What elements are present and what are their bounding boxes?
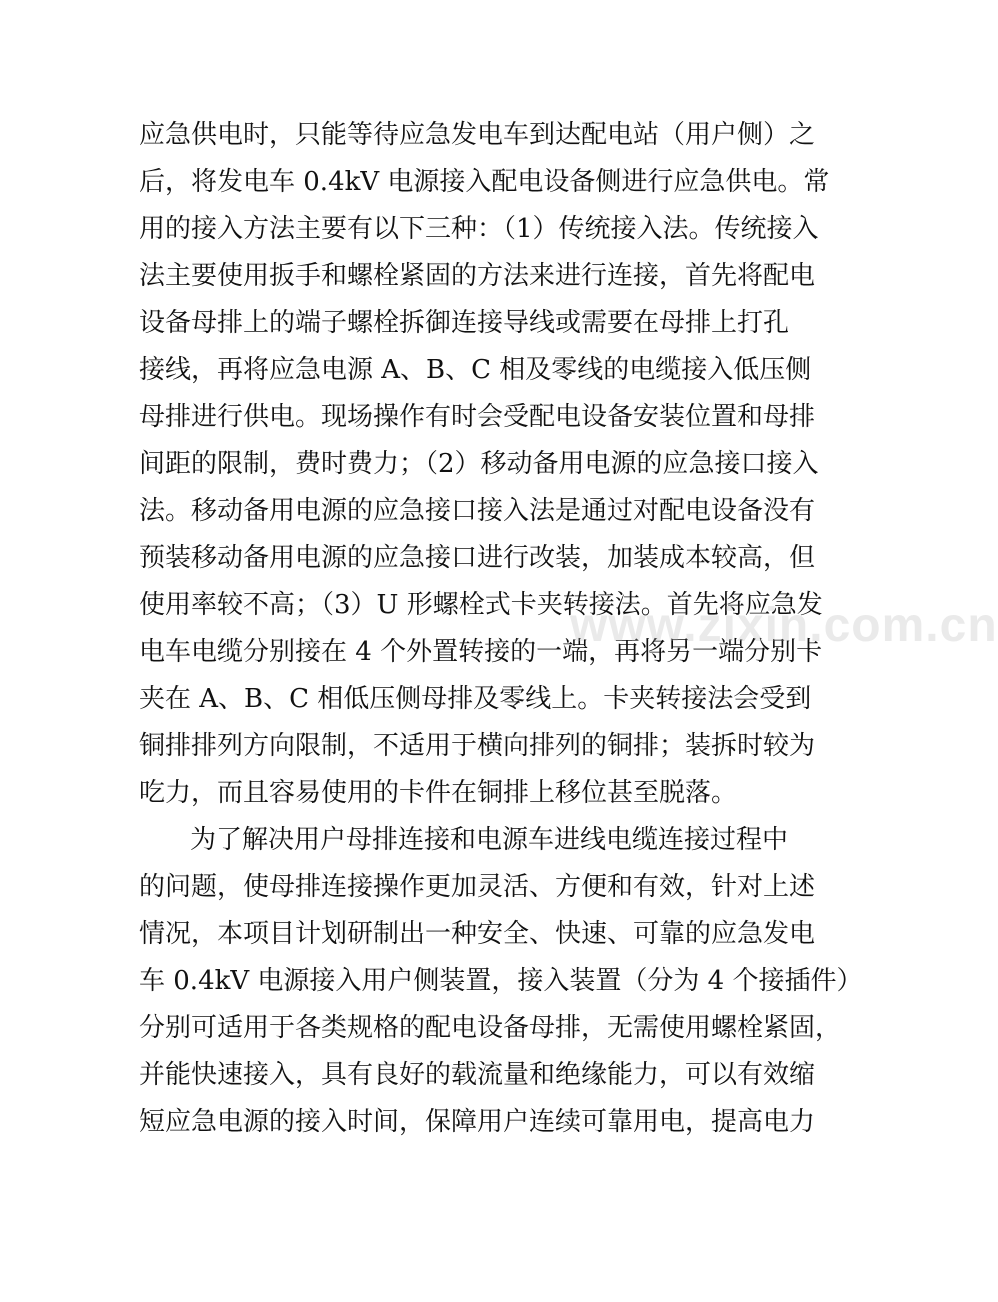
paragraph-1-line-1: 应急供电时，只能等待应急发电车到达配电站（用户侧）之 bbox=[139, 120, 816, 150]
paragraph-2-line-6: 并能快速接入，具有良好的载流量和绝缘能力，可以有效缩 bbox=[139, 1060, 816, 1090]
paragraph-2-line-2: 的问题，使母排连接操作更加灵活、方便和有效，针对上述 bbox=[139, 872, 816, 902]
paragraph-1-line-11: 使用率较不高；（3）U 形螺栓式卡夹转接法。首先将应急发 bbox=[139, 590, 823, 620]
paragraph-1-line-13: 夹在 A、B、C 相低压侧母排及零线上。卡夹转接法会受到 bbox=[139, 684, 812, 714]
paragraph-1-line-14: 铜排排列方向限制，不适用于横向排列的铜排；装拆时较为 bbox=[139, 731, 816, 761]
paragraph-1-line-6: 接线，再将应急电源 A、B、C 相及零线的电缆接入低压侧 bbox=[139, 355, 812, 385]
paragraph-1-line-7: 母排进行供电。现场操作有时会受配电设备安装位置和母排 bbox=[139, 402, 816, 432]
paragraph-1-line-3: 用的接入方法主要有以下三种：（1）传统接入法。传统接入 bbox=[139, 214, 819, 244]
paragraph-1-line-5: 设备母排上的端子螺栓拆御连接导线或需要在母排上打孔 bbox=[139, 308, 790, 338]
paragraph-2-line-3: 情况，本项目计划研制出一种安全、快速、可靠的应急发电 bbox=[139, 919, 816, 949]
paragraph-1-line-12: 电车电缆分别接在 4 个外置转接的一端，再将另一端分别卡 bbox=[139, 637, 823, 667]
paragraph-1-line-2: 后，将发电车 0.4kV 电源接入配电设备侧进行应急供电。常 bbox=[139, 167, 830, 197]
paragraph-1-line-4: 法主要使用扳手和螺栓紧固的方法来进行连接，首先将配电 bbox=[139, 261, 816, 291]
paragraph-2-line-4: 车 0.4kV 电源接入用户侧装置，接入装置（分为 4 个接插件） bbox=[139, 966, 863, 996]
paragraph-2-line-1: 为了解决用户母排连接和电源车进线电缆连接过程中 bbox=[190, 825, 789, 855]
watermark: www.zixin.com.cn bbox=[570, 599, 998, 652]
paragraph-1-line-15: 吃力，而且容易使用的卡件在铜排上移位甚至脱落。 bbox=[139, 778, 738, 808]
paragraph-1-line-8: 间距的限制，费时费力；（2）移动备用电源的应急接口接入 bbox=[139, 449, 819, 479]
paragraph-1-line-10: 预装移动备用电源的应急接口进行改装，加装成本较高，但 bbox=[139, 543, 816, 573]
paragraph-2-line-7: 短应急电源的接入时间，保障用户连续可靠用电，提高电力 bbox=[139, 1107, 816, 1137]
paragraph-1-line-9: 法。移动备用电源的应急接口接入法是通过对配电设备没有 bbox=[139, 496, 816, 526]
paragraph-2-line-5: 分别可适用于各类规格的配电设备母排，无需使用螺栓紧固， bbox=[139, 1013, 842, 1043]
